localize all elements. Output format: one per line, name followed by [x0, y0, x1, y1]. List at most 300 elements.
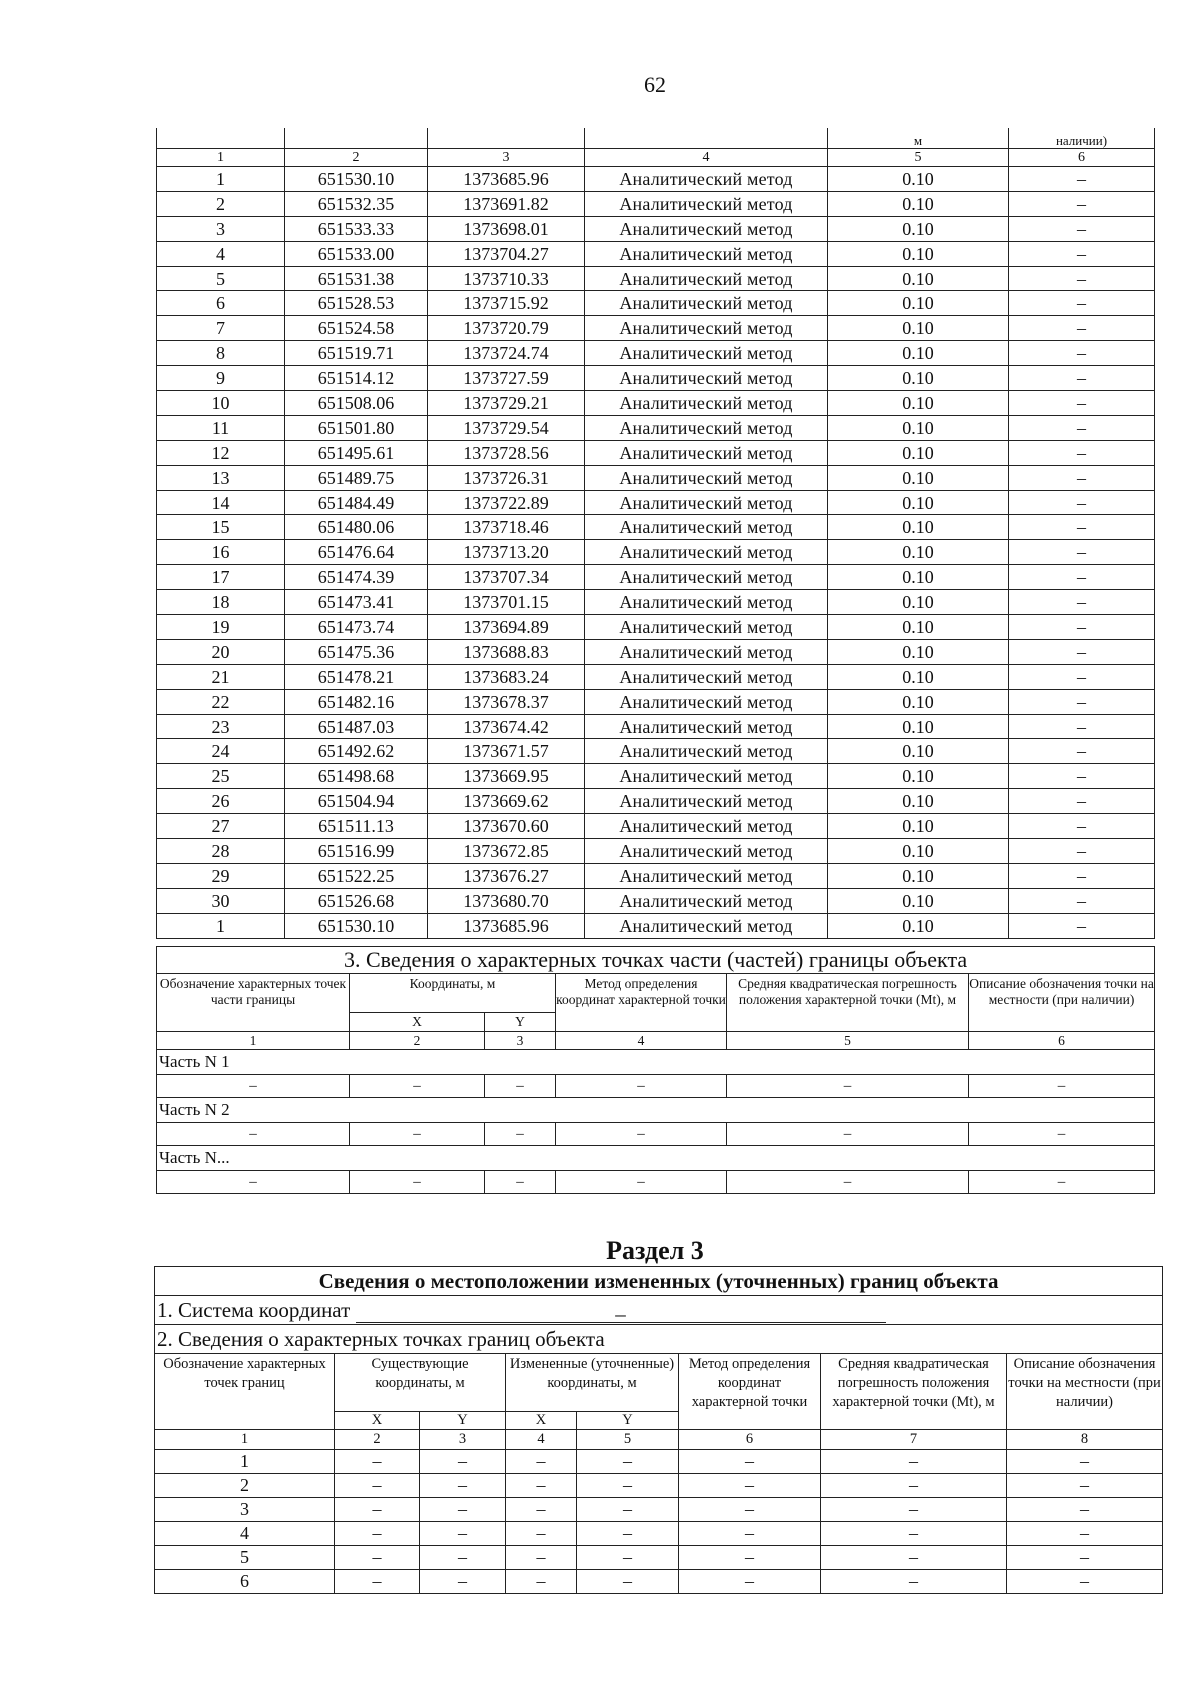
- table-cell: –: [679, 1570, 821, 1594]
- table-row: [157, 440, 1155, 465]
- coord-system-label: 1. Система координат: [157, 1297, 351, 1322]
- column-number: 1: [157, 149, 285, 167]
- table-row: [157, 764, 1155, 789]
- table-cell: 2: [157, 191, 285, 216]
- x-header: X: [350, 1013, 485, 1032]
- coord-system-row: [155, 1296, 1163, 1325]
- table-cell: –: [1009, 191, 1155, 216]
- table-cell: 29: [157, 863, 285, 888]
- header-cell: м: [828, 128, 1009, 149]
- coord-system-line: [155, 1296, 1163, 1325]
- table-cell: –: [1009, 664, 1155, 689]
- column-number: 4: [585, 149, 828, 167]
- table-cell: 1: [155, 1450, 335, 1474]
- table-cell: –: [157, 1123, 350, 1146]
- table-cell: Аналитический метод: [585, 764, 828, 789]
- table-cell: 1373713.20: [428, 540, 585, 565]
- table-cell: 0.10: [828, 664, 1009, 689]
- table-cell: –: [335, 1522, 420, 1546]
- table-cell: 651495.61: [285, 440, 428, 465]
- table-row: [157, 515, 1155, 540]
- table-row: [157, 191, 1155, 216]
- header-cell: [157, 128, 285, 149]
- razdel-column-numbers: [155, 1430, 1163, 1450]
- section3-title: 3. Сведения о характерных точках части (частей) границы объекта: [157, 947, 1155, 974]
- table-cell: Аналитический метод: [585, 167, 828, 192]
- table-cell: Аналитический метод: [585, 316, 828, 341]
- table-cell: 1373669.95: [428, 764, 585, 789]
- table-cell: Аналитический метод: [585, 639, 828, 664]
- table-cell: –: [1009, 391, 1155, 416]
- part-label: Часть N 2: [157, 1098, 1155, 1123]
- table-cell: 651524.58: [285, 316, 428, 341]
- table-cell: 651478.21: [285, 664, 428, 689]
- table-cell: 651492.62: [285, 739, 428, 764]
- table-cell: –: [485, 1123, 556, 1146]
- table-cell: –: [506, 1450, 577, 1474]
- table-cell: 26: [157, 789, 285, 814]
- table-row: [157, 341, 1155, 366]
- table-cell: 1373698.01: [428, 216, 585, 241]
- table-cell: 0.10: [828, 739, 1009, 764]
- table-cell: –: [1009, 490, 1155, 515]
- table-row: [157, 291, 1155, 316]
- header-cell: [585, 128, 828, 149]
- section3-title-row: [157, 947, 1155, 974]
- table-cell: Аналитический метод: [585, 814, 828, 839]
- table-cell: –: [1009, 839, 1155, 864]
- table-cell: 651501.80: [285, 415, 428, 440]
- y-header: Y: [485, 1013, 556, 1032]
- table-cell: 651533.00: [285, 241, 428, 266]
- table-cell: 651522.25: [285, 863, 428, 888]
- table-cell: 15: [157, 515, 285, 540]
- table-cell: –: [350, 1075, 485, 1098]
- table-cell: –: [1009, 639, 1155, 664]
- table-cell: 1373707.34: [428, 565, 585, 590]
- column-number: 2: [285, 149, 428, 167]
- y-header: Y: [577, 1412, 679, 1430]
- table-row: [157, 415, 1155, 440]
- table-cell: 1373729.21: [428, 391, 585, 416]
- table-cell: –: [577, 1522, 679, 1546]
- table-cell: –: [420, 1546, 506, 1570]
- table-cell: 3: [157, 216, 285, 241]
- table-cell: 24: [157, 739, 285, 764]
- table-cell: –: [1009, 714, 1155, 739]
- table-cell: 0.10: [828, 465, 1009, 490]
- table-cell: –: [577, 1450, 679, 1474]
- table-cell: 0.10: [828, 888, 1009, 913]
- table-cell: –: [1009, 415, 1155, 440]
- designation-header: Обозначение характерных точек границ: [155, 1354, 335, 1430]
- table-cell: –: [1009, 863, 1155, 888]
- changed-coords-header: Измененные (уточненные) координаты, м: [506, 1354, 679, 1412]
- table-cell: 4: [157, 241, 285, 266]
- table-cell: 21: [157, 664, 285, 689]
- table-cell: 1373718.46: [428, 515, 585, 540]
- table-row: [155, 1474, 1163, 1498]
- table-cell: 3: [155, 1498, 335, 1522]
- table-cell: –: [969, 1171, 1155, 1194]
- table-cell: Аналитический метод: [585, 615, 828, 640]
- table-cell: 0.10: [828, 764, 1009, 789]
- table-cell: 23: [157, 714, 285, 739]
- section3-header-row: [157, 974, 1155, 1013]
- table-cell: Аналитический метод: [585, 590, 828, 615]
- table-cell: 0.10: [828, 341, 1009, 366]
- table-cell: –: [727, 1123, 969, 1146]
- table-cell: 651473.74: [285, 615, 428, 640]
- table-cell: –: [556, 1171, 727, 1194]
- table-cell: 1373680.70: [428, 888, 585, 913]
- table-cell: 1373688.83: [428, 639, 585, 664]
- table-cell: 1373676.27: [428, 863, 585, 888]
- table-cell: 4: [155, 1522, 335, 1546]
- table-row: [157, 689, 1155, 714]
- table-cell: 651530.10: [285, 167, 428, 192]
- table-cell: 1373670.60: [428, 814, 585, 839]
- table-cell: –: [335, 1546, 420, 1570]
- table-cell: 1373694.89: [428, 615, 585, 640]
- coord-system-value: –: [356, 1302, 886, 1323]
- table-cell: –: [577, 1546, 679, 1570]
- table-row: [157, 789, 1155, 814]
- table-cell: 20: [157, 639, 285, 664]
- table-cell: –: [485, 1075, 556, 1098]
- column-number: 5: [828, 149, 1009, 167]
- table-cell: –: [679, 1522, 821, 1546]
- description-header: Описание обозначения точки на местности (при наличии): [969, 974, 1155, 1032]
- table-cell: 10: [157, 391, 285, 416]
- table-cell: 0.10: [828, 515, 1009, 540]
- table-cell: Аналитический метод: [585, 465, 828, 490]
- header-cell: [285, 128, 428, 149]
- table-cell: 651514.12: [285, 366, 428, 391]
- table-cell: Аналитический метод: [585, 341, 828, 366]
- table-cell: 0.10: [828, 216, 1009, 241]
- table-cell: –: [506, 1498, 577, 1522]
- table-row: [157, 316, 1155, 341]
- table-row: [157, 216, 1155, 241]
- table-cell: –: [350, 1123, 485, 1146]
- table-row: [157, 465, 1155, 490]
- table-cell: 1373729.54: [428, 415, 585, 440]
- table-cell: 1373678.37: [428, 689, 585, 714]
- table-cell: –: [1007, 1546, 1163, 1570]
- table-cell: –: [821, 1522, 1007, 1546]
- table-cell: 651533.33: [285, 216, 428, 241]
- header-continuation-row: [157, 128, 1155, 149]
- table-row: [157, 167, 1155, 192]
- table-cell: –: [420, 1522, 506, 1546]
- table-cell: 6: [155, 1570, 335, 1594]
- table-row: [157, 490, 1155, 515]
- table-cell: 651516.99: [285, 839, 428, 864]
- table-cell: 17: [157, 565, 285, 590]
- x-header: X: [335, 1412, 420, 1430]
- table-cell: 1373710.33: [428, 266, 585, 291]
- table-cell: 12: [157, 440, 285, 465]
- table-cell: 9: [157, 366, 285, 391]
- section3-column-numbers: [157, 1032, 1155, 1050]
- table-row: [157, 266, 1155, 291]
- table-cell: 0.10: [828, 714, 1009, 739]
- table-cell: Аналитический метод: [585, 839, 828, 864]
- table-row: [157, 241, 1155, 266]
- part-data-row: [157, 1123, 1155, 1146]
- header-cell: [428, 128, 585, 149]
- table-cell: 1373727.59: [428, 366, 585, 391]
- table-cell: 0.10: [828, 415, 1009, 440]
- column-number: 1: [157, 1032, 350, 1050]
- table-cell: 30: [157, 888, 285, 913]
- table-cell: 1373728.56: [428, 440, 585, 465]
- table-cell: 651528.53: [285, 291, 428, 316]
- table-row: [157, 590, 1155, 615]
- table-cell: –: [506, 1570, 577, 1594]
- table-cell: –: [157, 1075, 350, 1098]
- table-cell: –: [1007, 1474, 1163, 1498]
- table-cell: 0.10: [828, 814, 1009, 839]
- table-cell: 0.10: [828, 291, 1009, 316]
- table-cell: 651532.35: [285, 191, 428, 216]
- table-cell: –: [679, 1474, 821, 1498]
- table-cell: 651473.41: [285, 590, 428, 615]
- table-row: [157, 366, 1155, 391]
- table-cell: –: [1007, 1498, 1163, 1522]
- table-row: [155, 1450, 1163, 1474]
- column-number: 1: [155, 1430, 335, 1450]
- table-cell: –: [556, 1123, 727, 1146]
- table-cell: Аналитический метод: [585, 689, 828, 714]
- table-cell: Аналитический метод: [585, 415, 828, 440]
- table-cell: –: [1009, 216, 1155, 241]
- table-cell: –: [506, 1522, 577, 1546]
- table-cell: Аналитический метод: [585, 191, 828, 216]
- table-cell: –: [1009, 540, 1155, 565]
- table-cell: –: [1009, 590, 1155, 615]
- column-number: 4: [556, 1032, 727, 1050]
- table-row: [155, 1522, 1163, 1546]
- table-cell: –: [821, 1474, 1007, 1498]
- table-cell: 0.10: [828, 565, 1009, 590]
- table-cell: 0.10: [828, 540, 1009, 565]
- table-cell: –: [420, 1450, 506, 1474]
- table-row: [157, 565, 1155, 590]
- table-cell: 19: [157, 615, 285, 640]
- table-row: [157, 639, 1155, 664]
- table-row: [157, 540, 1155, 565]
- table-cell: 2: [155, 1474, 335, 1498]
- table-cell: –: [821, 1450, 1007, 1474]
- table-cell: 28: [157, 839, 285, 864]
- table-cell: –: [1009, 814, 1155, 839]
- header-cell: наличии): [1009, 128, 1155, 149]
- table-cell: 0.10: [828, 241, 1009, 266]
- part-label-row: [157, 1050, 1155, 1075]
- table-cell: 651484.49: [285, 490, 428, 515]
- column-number: 3: [485, 1032, 556, 1050]
- table-cell: –: [1009, 615, 1155, 640]
- table-cell: 1373724.74: [428, 341, 585, 366]
- table-cell: 651489.75: [285, 465, 428, 490]
- table-cell: 14: [157, 490, 285, 515]
- razdel-heading: Раздел 3: [606, 1236, 704, 1265]
- razdel-title-row: [155, 1267, 1163, 1296]
- table-cell: Аналитический метод: [585, 888, 828, 913]
- table-cell: 651498.68: [285, 764, 428, 789]
- table-row: [155, 1498, 1163, 1522]
- table-cell: Аналитический метод: [585, 391, 828, 416]
- table-cell: –: [821, 1546, 1007, 1570]
- table-cell: 25: [157, 764, 285, 789]
- table-cell: 1373701.15: [428, 590, 585, 615]
- table-cell: 651519.71: [285, 341, 428, 366]
- table-cell: 0.10: [828, 839, 1009, 864]
- table-cell: –: [577, 1570, 679, 1594]
- table-cell: –: [1009, 440, 1155, 465]
- table-cell: –: [506, 1546, 577, 1570]
- table-cell: 0.10: [828, 789, 1009, 814]
- table-cell: 13: [157, 465, 285, 490]
- table-cell: 651526.68: [285, 888, 428, 913]
- column-number: 3: [428, 149, 585, 167]
- table-cell: 8: [157, 341, 285, 366]
- error-header: Средняя квадратическая погрешность положения характерной точки (Мt), м: [821, 1354, 1007, 1430]
- table-cell: –: [1009, 266, 1155, 291]
- table-cell: –: [1009, 341, 1155, 366]
- table-cell: Аналитический метод: [585, 664, 828, 689]
- table-cell: –: [969, 1123, 1155, 1146]
- table-cell: Аналитический метод: [585, 266, 828, 291]
- table-cell: 0.10: [828, 590, 1009, 615]
- table-cell: 1373685.96: [428, 913, 585, 938]
- table-row: [157, 739, 1155, 764]
- table-cell: Аналитический метод: [585, 863, 828, 888]
- table-cell: –: [679, 1498, 821, 1522]
- column-number: 6: [969, 1032, 1155, 1050]
- table-cell: –: [420, 1570, 506, 1594]
- table-cell: Аналитический метод: [585, 739, 828, 764]
- table-cell: –: [577, 1474, 679, 1498]
- table-cell: 0.10: [828, 490, 1009, 515]
- column-number: 7: [821, 1430, 1007, 1450]
- table-cell: 0.10: [828, 863, 1009, 888]
- points-label: 2. Сведения о характерных точках границ объекта: [155, 1325, 1163, 1354]
- column-number: 3: [420, 1430, 506, 1450]
- table-cell: 1: [157, 167, 285, 192]
- table-cell: 651474.39: [285, 565, 428, 590]
- table-cell: Аналитический метод: [585, 291, 828, 316]
- table-cell: –: [350, 1171, 485, 1194]
- page-number: 62: [644, 72, 666, 97]
- table-cell: 1373720.79: [428, 316, 585, 341]
- table-cell: 651504.94: [285, 789, 428, 814]
- table-cell: Аналитический метод: [585, 714, 828, 739]
- part-points-table: [156, 946, 1155, 1194]
- table-cell: 0.10: [828, 167, 1009, 192]
- table-cell: –: [1007, 1450, 1163, 1474]
- table-cell: Аналитический метод: [585, 216, 828, 241]
- table-cell: –: [335, 1450, 420, 1474]
- table-cell: –: [420, 1498, 506, 1522]
- table-cell: 11: [157, 415, 285, 440]
- table-cell: Аналитический метод: [585, 440, 828, 465]
- table-row: [157, 888, 1155, 913]
- designation-header: Обозначение характерных точек части границы: [157, 974, 350, 1032]
- table-cell: –: [1009, 789, 1155, 814]
- table-cell: –: [1009, 167, 1155, 192]
- table-cell: –: [1009, 689, 1155, 714]
- table-row: [157, 913, 1155, 938]
- table-cell: Аналитический метод: [585, 913, 828, 938]
- column-number: 6: [1009, 149, 1155, 167]
- y-header: Y: [420, 1412, 506, 1430]
- table-cell: Аналитический метод: [585, 366, 828, 391]
- table-row: [157, 714, 1155, 739]
- column-number: 6: [679, 1430, 821, 1450]
- part-label-row: [157, 1098, 1155, 1123]
- table-cell: Аналитический метод: [585, 515, 828, 540]
- part-label-row: [157, 1146, 1155, 1171]
- part-label: Часть N...: [157, 1146, 1155, 1171]
- razdel-title: Сведения о местоположении измененных (уточненных) границ объекта: [155, 1267, 1163, 1296]
- coords-header: Координаты, м: [350, 974, 556, 1013]
- x-header: X: [506, 1412, 577, 1430]
- column-number: 2: [335, 1430, 420, 1450]
- table-cell: –: [969, 1075, 1155, 1098]
- table-cell: 6: [157, 291, 285, 316]
- table-cell: –: [679, 1546, 821, 1570]
- table-cell: 0.10: [828, 391, 1009, 416]
- table-row: [157, 615, 1155, 640]
- table-cell: 0.10: [828, 440, 1009, 465]
- points-label-row: [155, 1325, 1163, 1354]
- table-cell: 5: [155, 1546, 335, 1570]
- table-cell: –: [1007, 1522, 1163, 1546]
- table-cell: 0.10: [828, 366, 1009, 391]
- table-cell: 1373669.62: [428, 789, 585, 814]
- table-cell: 651531.38: [285, 266, 428, 291]
- table-cell: –: [727, 1075, 969, 1098]
- boundary-points-table: [156, 128, 1155, 939]
- table-cell: 651511.13: [285, 814, 428, 839]
- method-header: Метод определения координат характерной точки: [679, 1354, 821, 1430]
- table-cell: –: [1007, 1570, 1163, 1594]
- table-cell: –: [821, 1570, 1007, 1594]
- table-cell: 27: [157, 814, 285, 839]
- table-cell: –: [821, 1498, 1007, 1522]
- description-header: Описание обозначения точки на местности (при наличии): [1007, 1354, 1163, 1430]
- table-cell: –: [1009, 739, 1155, 764]
- part-data-row: [157, 1171, 1155, 1194]
- table-cell: 1373726.31: [428, 465, 585, 490]
- table-cell: –: [335, 1570, 420, 1594]
- table-cell: 0.10: [828, 191, 1009, 216]
- table-row: [157, 839, 1155, 864]
- table-cell: 651508.06: [285, 391, 428, 416]
- boundary-points-body: [157, 128, 1155, 938]
- table-cell: –: [1009, 465, 1155, 490]
- table-cell: 0.10: [828, 689, 1009, 714]
- table-cell: –: [506, 1474, 577, 1498]
- table-cell: 1373672.85: [428, 839, 585, 864]
- table-cell: 1373722.89: [428, 490, 585, 515]
- table-cell: 651480.06: [285, 515, 428, 540]
- changed-boundaries-table: [154, 1266, 1163, 1594]
- table-cell: –: [1009, 366, 1155, 391]
